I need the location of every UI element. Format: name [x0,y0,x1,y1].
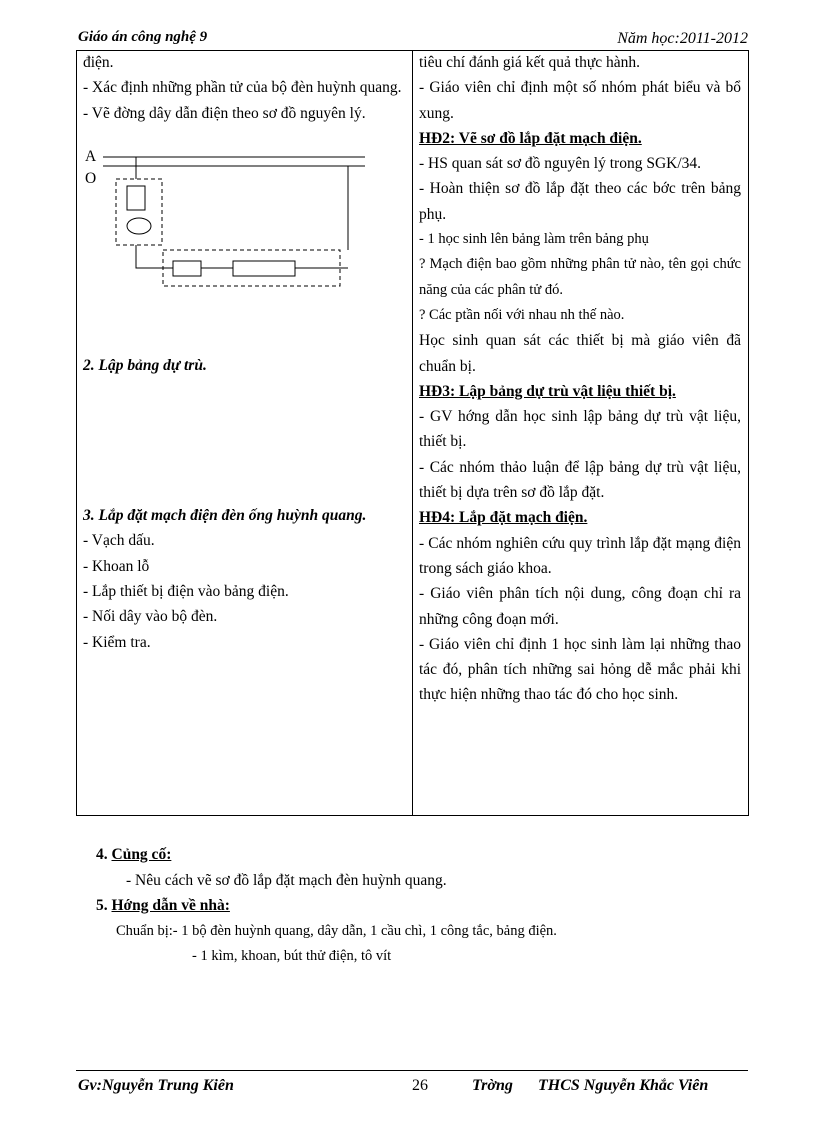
right-line: tiêu chí đánh giá kết quả thực hành. [419,54,641,71]
footer-school: THCS Nguyễn Khắc Viên [538,1077,709,1094]
column-divider [412,50,413,815]
right-line: - HS quan sát sơ đồ nguyên lý trong SGK/34. [419,155,702,173]
section-5-line: Chuẩn bị:- 1 bộ đèn huỳnh quang, dây dẫn, 1 cầu chì, 1 công tắc, bảng điện. [116,922,557,939]
lesson-table [76,50,749,816]
section-4-title: Củng cố: [111,846,172,863]
right-line: ? Mạch điện bao gồm những phân tử nào, tên gọi chức năng của các phân tử đó. [419,256,741,298]
section-4-heading: 4. Củng cố: [96,846,172,863]
hd2-title: HĐ2: Vẽ sơ đồ lắp đặt mạch điện. [419,129,642,147]
right-line: ? Các ptần nối với nhau nh thế nào. [419,306,625,323]
right-line: - Giáo viên phân tích nội dung, công đoạn chỉ ra những công đoạn mới. [419,585,741,628]
right-line: - Giáo viên chỉ định 1 học sinh làm lại những thao tác đó, phân tích những sai hỏng dễ mắc phải khi thực hiện những thao tác đó cho học sinh. [419,635,741,704]
section-5-line: - 1 kìm, khoan, bút thử điện, tô vít [192,948,392,964]
page-header [76,28,748,51]
right-line: Học sinh quan sát các thiết bị mà giáo viên đã chuẩn bị. [419,332,741,375]
step-item: - Vạch dấu. [83,532,155,550]
step-item: - Khoan lỗ [83,557,150,575]
diagram-label-o: O [85,169,97,187]
step-item: - Kiểm tra. [83,633,151,651]
right-line: - Các nhóm nghiên cứu quy trình lắp đặt mạng điện trong sách giáo khoa. [419,534,741,577]
left-column [83,50,403,655]
ballast-symbol [173,261,201,276]
section-5-title: Hớng dẫn về nhà: [111,897,230,914]
homework-section [96,842,557,970]
right-line: - Giáo viên chỉ định một số nhóm phát biểu và bổ xung. [419,79,741,122]
header-subject: Giáo án công nghệ 9 [78,29,208,45]
left-line: - Xác định những phần tử của bộ đèn huỳnh quang. [83,79,402,97]
hd4-title: HĐ4: Lắp đặt mạch điện. [419,509,588,527]
step-item: - Nối dây vào bộ đèn. [83,608,218,626]
footer-teacher: Gv:Nguyễn Trung Kiên [78,1077,234,1094]
fuse-symbol [127,186,145,210]
right-line: - Các nhóm thảo luận để lập bảng dự trù vật liệu, thiết bị dựa trên sơ đồ lắp đặt. [419,458,741,502]
section-4-line: - Nêu cách vẽ sơ đồ lắp đặt mạch đèn huỳnh quang. [126,871,447,889]
switch-box [116,179,162,245]
section-5-heading: 5. Hớng dẫn về nhà: [96,897,230,914]
page-number: 26 [412,1077,428,1094]
step-item: - Lắp thiết bị điện vào bảng điện. [83,583,289,601]
diagram-drawing [83,151,403,351]
diagram-label-a: A [85,147,97,165]
right-line: - GV hớng dẫn học sinh lập bảng dự trù vật liệu, thiết bị. [419,408,741,451]
socket-symbol [127,218,151,234]
tube-symbol [233,261,295,276]
right-line: - 1 học sinh lên bảng làm trên bảng phụ [419,231,649,248]
right-line: - Hoàn thiện sơ đồ lắp đặt theo các bớc trên bảng phụ. [419,180,741,223]
left-line: điện. [83,54,114,71]
left-section-2: 2. Lập bảng dự trù. [83,356,207,374]
page-footer [76,1070,748,1101]
right-column [419,50,741,708]
wiring-diagram [83,147,403,353]
wire-to-lamp [136,245,173,268]
hd3-title: HĐ3: Lập bảng dự trù vật liệu thiết bị. [419,382,676,400]
left-section-3: 3. Lắp đặt mạch điện đèn ống huỳnh quang. [83,507,367,525]
left-line: - Vẽ đờng dây dẫn điện theo sơ đồ nguyên lý. [83,104,366,122]
footer-school-prefix: Trờng [472,1077,513,1094]
header-school-year: Năm học:2011-2012 [617,30,748,47]
